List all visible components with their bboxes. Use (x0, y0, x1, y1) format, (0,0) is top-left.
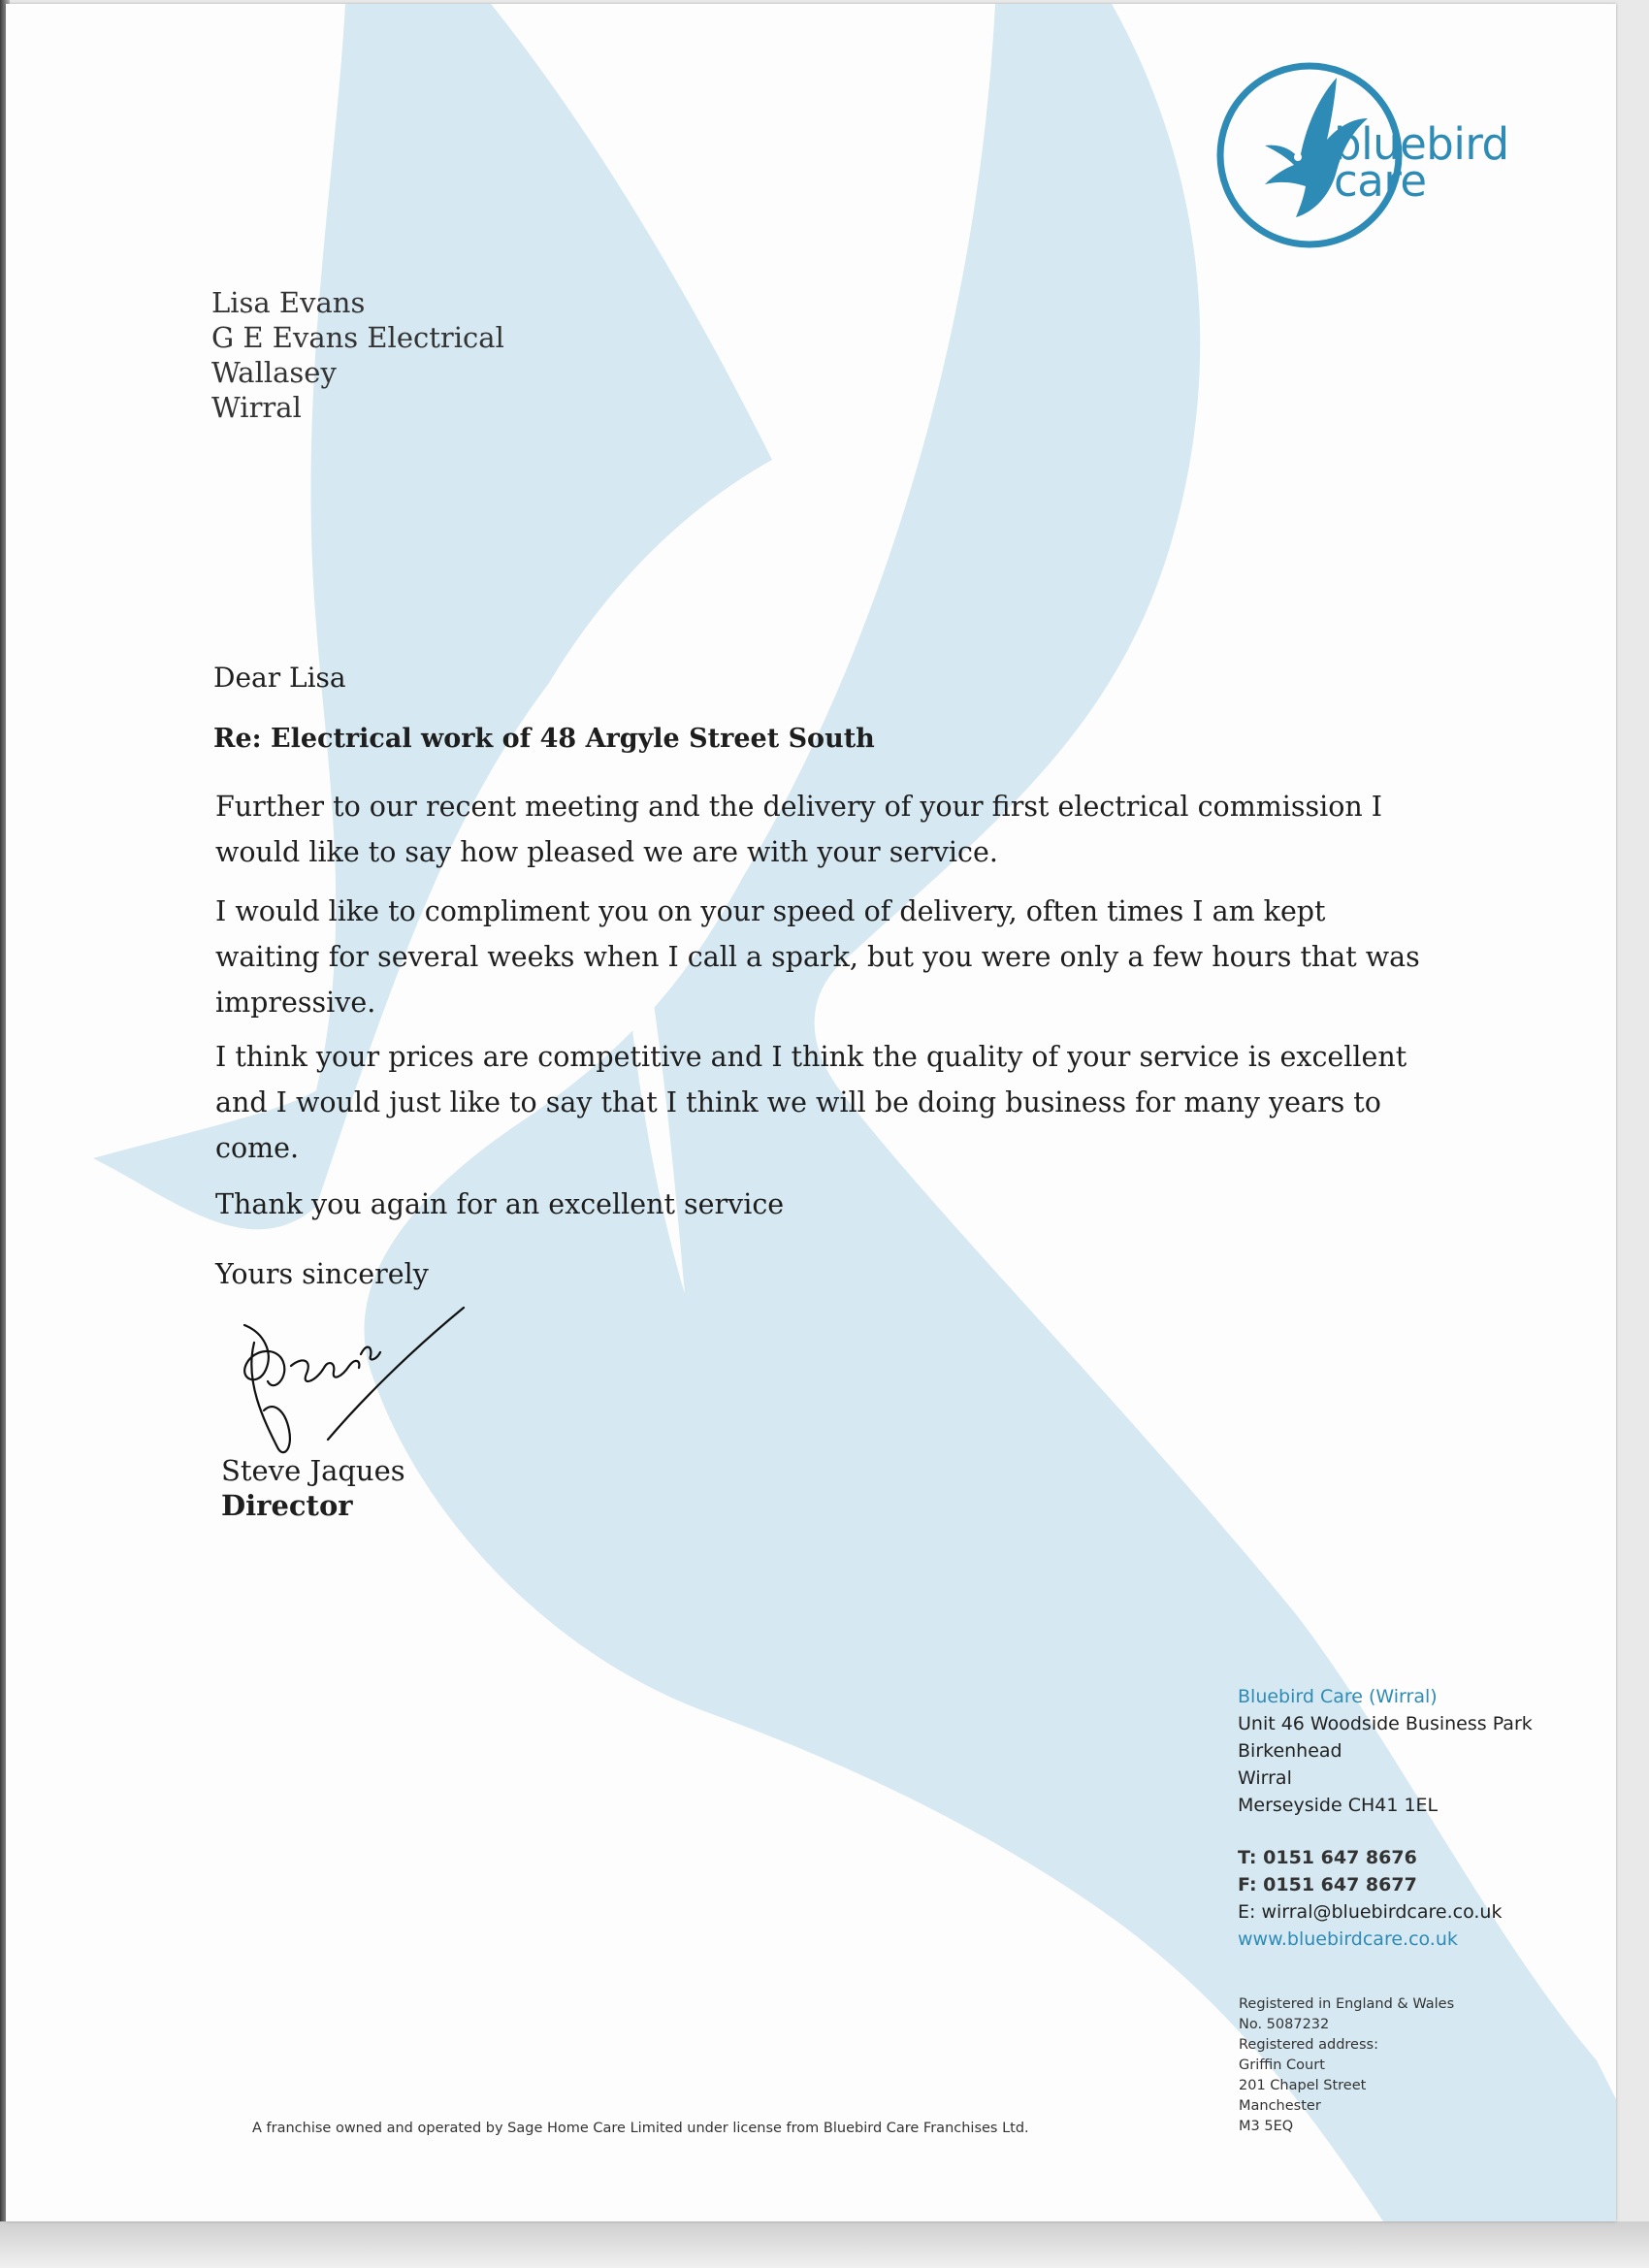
registered-line: No. 5087232 (1239, 2017, 1330, 2032)
contact-fax: F: 0151 647 8677 (1238, 1874, 1417, 1895)
registered-line: M3 5EQ (1239, 2119, 1294, 2134)
registered-line: Griffin Court (1239, 2057, 1325, 2073)
recipient-company: G E Evans Electrical (211, 321, 504, 354)
bluebird-care-logo (1212, 56, 1562, 270)
closing: Yours sincerely (215, 1258, 429, 1290)
logo-text-line1: bluebird (1334, 118, 1509, 170)
franchise-note: A franchise owned and operated by Sage Home Care Limited under license from Bluebird Care Franchises Ltd. (252, 2121, 1029, 2136)
signer-name: Steve Jaques (221, 1454, 405, 1487)
registered-line: Registered in England & Wales (1239, 1996, 1455, 2012)
letter-paragraph: I would like to compliment you on your speed of delivery, often times I am kept waiting for several weeks when I call a spark, but you were only a few hours that was impressive. (215, 895, 1420, 1019)
letter-paragraph: Further to our recent meeting and the delivery of your first electrical commission I would like to say how pleased we are with your service. (215, 791, 1383, 868)
letter-paragraph: I think your prices are competitive and I think the quality of your service is excellent and I would just like to say that I think we will be doing business for many years to come. (215, 1041, 1407, 1164)
registered-line: Manchester (1239, 2098, 1321, 2114)
contact-email: E: wirral@bluebirdcare.co.uk (1238, 1901, 1503, 1923)
contact-spacer (1238, 1819, 1533, 1844)
signer-title: Director (221, 1489, 353, 1522)
contact-website: www.bluebirdcare.co.uk (1238, 1928, 1458, 1950)
handwritten-signature (235, 1304, 487, 1469)
contact-block (1238, 1683, 1533, 1953)
logo-wordmark (1334, 118, 1509, 207)
recipient-town: Wallasey (211, 356, 337, 389)
letter-page (6, 4, 1616, 2221)
recipient-address (211, 285, 504, 425)
letter-paragraph: Thank you again for an excellent service (215, 1188, 785, 1220)
contact-phone: T: 0151 647 8676 (1238, 1847, 1417, 1868)
registered-line: 201 Chapel Street (1239, 2078, 1367, 2093)
salutation: Dear Lisa (213, 662, 346, 694)
logo-text-line2: care (1334, 155, 1427, 207)
registered-details (1239, 1994, 1454, 2137)
contact-address-line: Wirral (1238, 1767, 1292, 1789)
recipient-region: Wirral (211, 391, 302, 424)
contact-address-line: Merseyside CH41 1EL (1238, 1795, 1439, 1816)
registered-line: Registered address: (1239, 2037, 1378, 2053)
contact-address-line: Unit 46 Woodside Business Park (1238, 1713, 1533, 1734)
subject-line: Re: Electrical work of 48 Argyle Street South (213, 724, 875, 754)
signer-block (221, 1453, 405, 1523)
contact-address-line: Birkenhead (1238, 1740, 1342, 1762)
recipient-name: Lisa Evans (211, 286, 366, 319)
contact-company: Bluebird Care (Wirral) (1238, 1686, 1438, 1707)
scan-bottom-edge (0, 2221, 1649, 2268)
